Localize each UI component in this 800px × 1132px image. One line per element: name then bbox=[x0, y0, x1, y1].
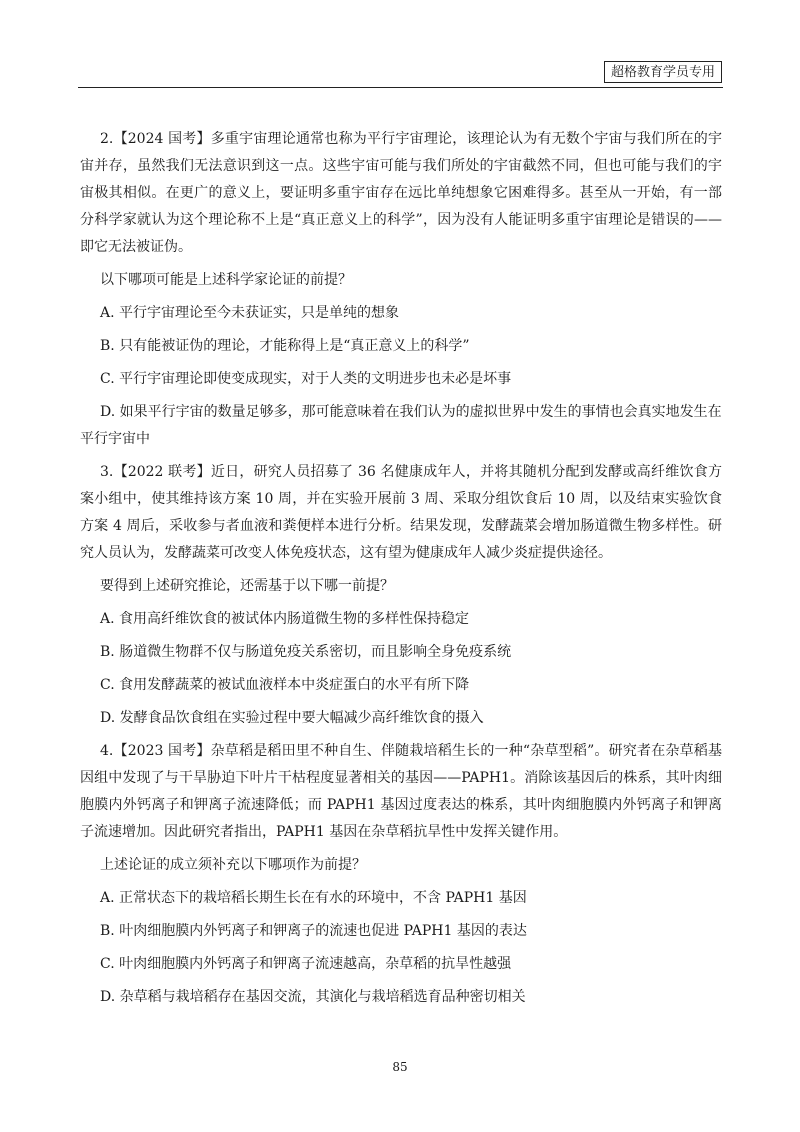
option-b: B. 叶肉细胞膜内外钙离子和钾离子的流速也促进 PAPH1 基因的表达 bbox=[100, 923, 527, 939]
option-d: D. 如果平行宇宙的数量足够多，那可能意味着在我们认为的虚拟世界中发生的事情也会真实地发生在平行宇宙中 bbox=[80, 404, 722, 447]
question-stem: 3.【2022 联考】近日，研究人员招募了 36 名健康成年人，并将其随机分配到发酵或高纤维饮食方案小组中，使其维持该方案 10 周，并在实验开展前 3 周、采取分组饮食后 10 周，以及结束实验饮食方案 4 周后，采收参与者血液和粪便样本进行分析。结果发现，发酵蔬菜会增加肠道微生物多样性。研究人员认为，发酵蔬菜可改变人体免疫状态，这有望为健康成年人减少炎症提供途径。 bbox=[80, 464, 722, 561]
question-prompt: 要得到上述研究推论，还需基于以下哪一前提？ bbox=[100, 578, 394, 594]
option-b: B. 肠道微生物群不仅与肠道免疫关系密切，而且影响全身免疫系统 bbox=[100, 644, 512, 660]
option-b: B. 只有能被证伪的理论，才能称得上是“真正意义上的科学” bbox=[100, 338, 470, 354]
option-c: C. 食用发酵蔬菜的被试血液样本中炎症蛋白的水平有所下降 bbox=[100, 677, 470, 693]
question-stem: 4.【2023 国考】杂草稻是稻田里不种自生、伴随栽培稻生长的一种“杂草型稻”。研究者在杂草稻基因组中发现了与干旱胁迫下叶片干枯程度显著相关的基因——PAPH1。消除该基因后的株系，其叶肉细胞膜内外钙离子和钾离子流速降低；而 PAPH1 基因过度表达的株系，其叶肉细胞膜内外钙离子和钾离子流速增加。因此研究者指出，PAPH1 基因在杂草稻抗旱性中发挥关键作用。 bbox=[80, 743, 722, 840]
option-d: D. 发酵食品饮食组在实验过程中要大幅减少高纤维饮食的摄入 bbox=[100, 710, 484, 726]
question-3 bbox=[80, 459, 722, 732]
question-stem: 2.【2024 国考】多重宇宙理论通常也称为平行宇宙理论，该理论认为有无数个宇宙与我们所在的宇宙并存，虽然我们无法意识到这一点。这些宇宙可能与我们所处的宇宙截然不同，但也可能与我们的宇宙极其相似。在更广的意义上，要证明多重宇宙存在远比单纯想象它困难得多。甚至从一开始，有一部分科学家就认为这个理论称不上是“真正意义上的科学”，因为没有人能证明多重宇宙理论是错误的——即它无法被证伪。 bbox=[80, 131, 722, 255]
question-2 bbox=[80, 126, 722, 453]
question-4 bbox=[80, 738, 722, 1011]
option-d: D. 杂草稻与栽培稻存在基因交流，其演化与栽培稻选育品种密切相关 bbox=[100, 989, 526, 1005]
content-area bbox=[80, 126, 722, 1011]
option-c: C. 叶肉细胞膜内外钙离子和钾离子流速越高，杂草稻的抗旱性越强 bbox=[100, 956, 512, 972]
question-prompt: 上述论证的成立须补充以下哪项作为前提？ bbox=[100, 857, 366, 873]
header-badge: 超格教育学员专用 bbox=[604, 61, 722, 83]
option-c: C. 平行宇宙理论即使变成现实，对于人类的文明进步也未必是坏事 bbox=[100, 371, 512, 387]
question-prompt: 以下哪项可能是上述科学家论证的前提？ bbox=[100, 272, 352, 288]
page-number: 85 bbox=[392, 1060, 408, 1074]
option-a: A. 食用高纤维饮食的被试体内肠道微生物的多样性保持稳定 bbox=[100, 611, 470, 627]
option-a: A. 正常状态下的栽培稻长期生长在有水的环境中，不含 PAPH1 基因 bbox=[100, 890, 527, 906]
option-a: A. 平行宇宙理论至今未获证实，只是单纯的想象 bbox=[100, 305, 400, 321]
header-divider bbox=[78, 87, 723, 88]
